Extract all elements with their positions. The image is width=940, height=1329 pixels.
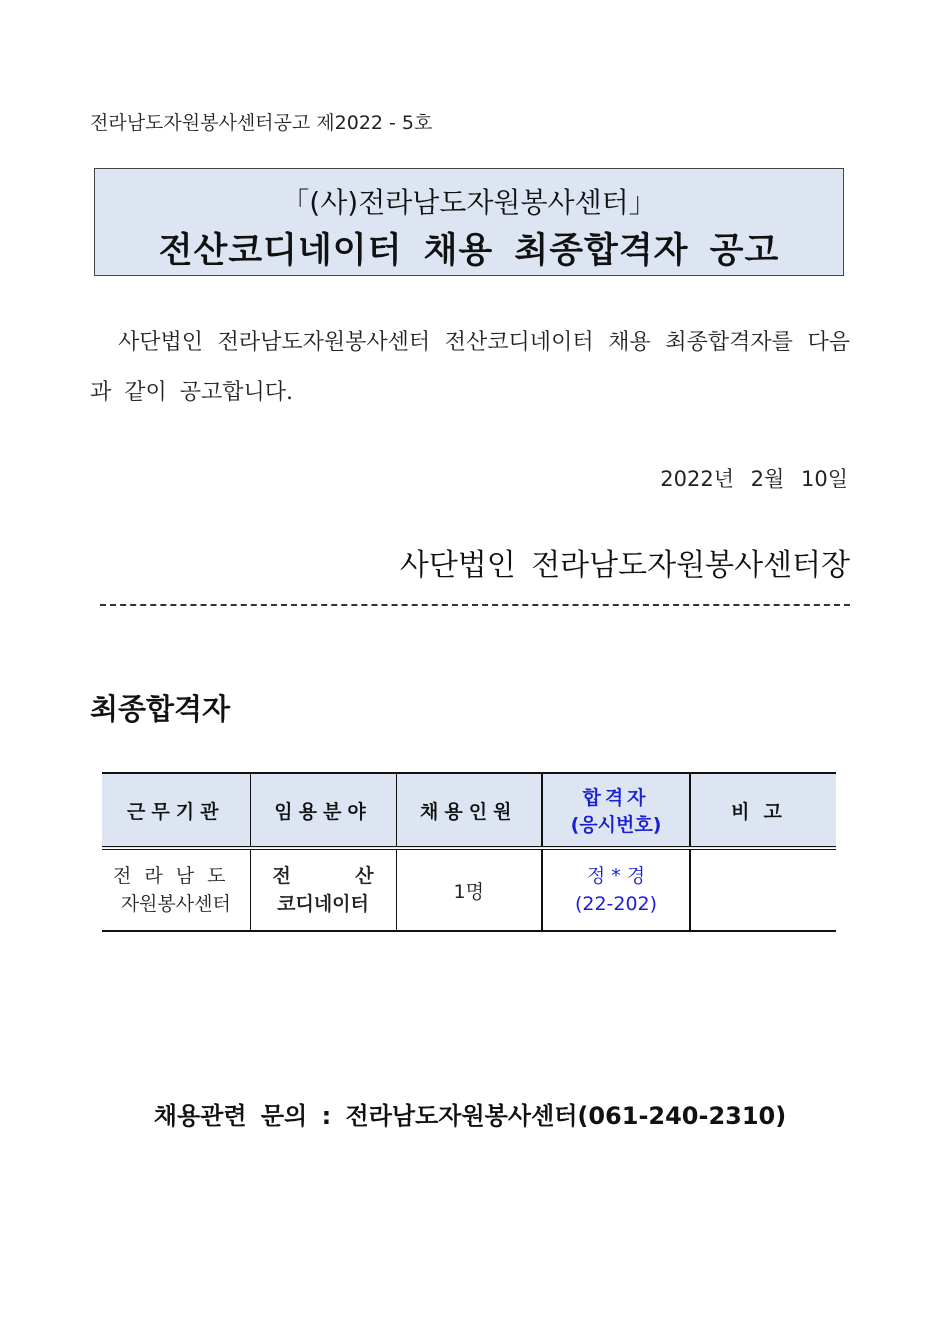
section-title: 최종합격자	[90, 692, 231, 726]
cell-count: 1명	[396, 848, 542, 931]
cell-field	[250, 848, 396, 931]
field-line1-a: 전	[272, 865, 291, 887]
results-table	[102, 772, 836, 932]
dashed-divider	[100, 604, 850, 606]
table-header-row	[102, 773, 836, 848]
contact-info: 채용관련 문의 : 전라남도자원봉사센터(061-240-2310)	[153, 1102, 787, 1130]
passer-name: 정 * 경	[586, 865, 646, 887]
workplace-line1: 전라남도	[113, 865, 239, 887]
header-passer	[542, 773, 690, 848]
header-field: 임용분야	[250, 773, 396, 848]
header-passer-sub: (응시번호)	[570, 814, 662, 836]
field-line2: 코디네이터	[277, 893, 369, 915]
header-workplace: 근무기관	[102, 773, 250, 848]
header-count: 채용인원	[396, 773, 542, 848]
workplace-line2: 자원봉사센터	[120, 893, 231, 915]
passer-number: (22-202)	[574, 893, 658, 915]
header-passer-label: 합격자	[582, 787, 650, 809]
page-title: 전산코디네이터 채용 최종합격자 공고	[158, 231, 780, 271]
header-remarks: 비고	[690, 773, 836, 848]
announcement-paragraph: 사단법인 전라남도자원봉사센터 전산코디네이터 채용 최종합격자를 다음과 같이 공고합니다.	[90, 330, 850, 405]
cell-workplace	[102, 848, 250, 931]
field-line1-b: 산	[355, 865, 374, 887]
title-organization: 「(사)전라남도자원봉사센터」	[281, 186, 657, 219]
table-row	[102, 848, 836, 931]
cell-remarks	[690, 848, 836, 931]
field-line1	[251, 862, 396, 890]
notice-number: 전라남도자원봉사센터공고 제2022 - 5호	[90, 112, 433, 134]
cell-passer	[542, 848, 690, 931]
announcement-date: 2022년 2월 10일	[660, 467, 848, 491]
signature: 사단법인 전라남도자원봉사센터장	[399, 548, 850, 583]
title-box	[94, 168, 844, 276]
